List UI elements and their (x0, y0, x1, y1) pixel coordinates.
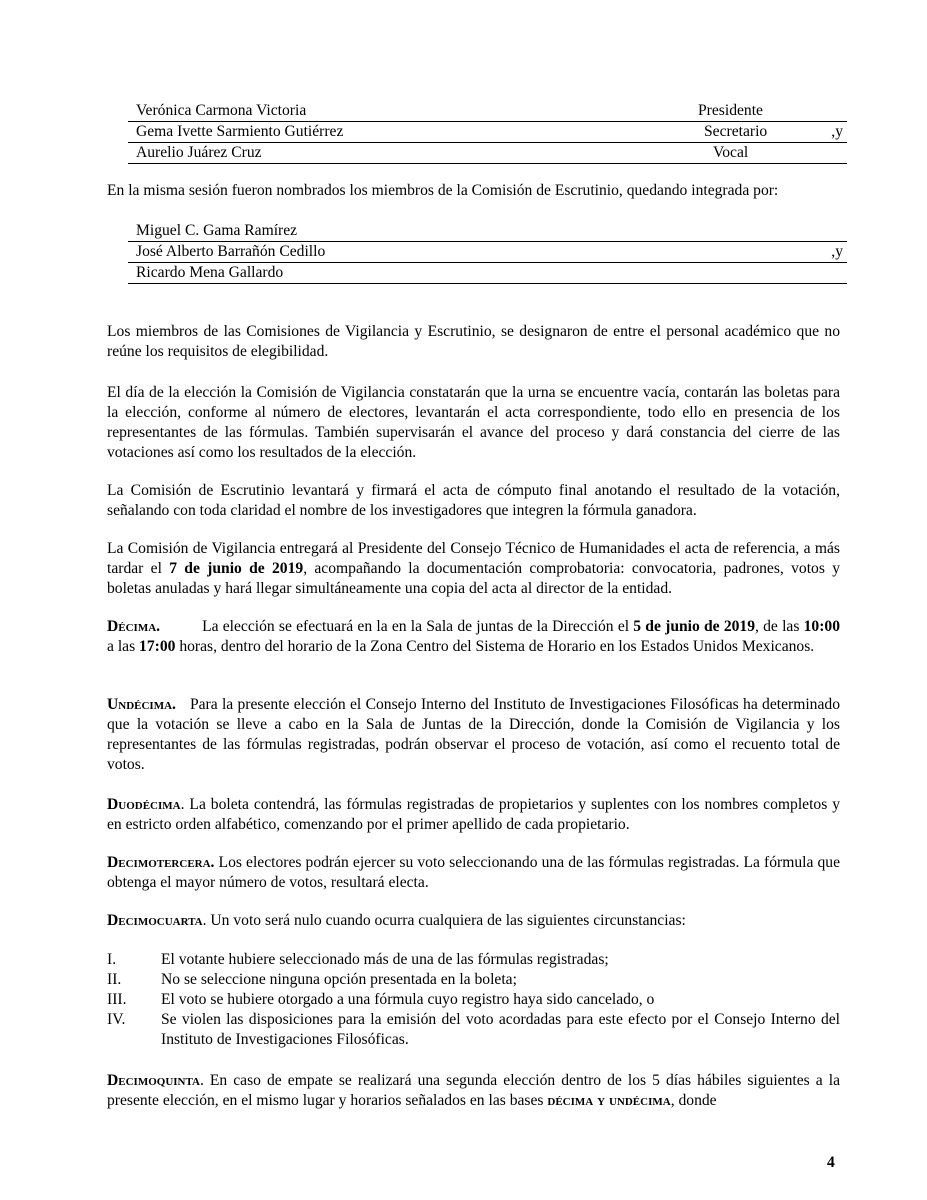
text-run: La elección se efectuará en la en la Sala de juntas de la Dirección el (202, 618, 634, 635)
member-name: Verónica Carmona Victoria (136, 102, 307, 119)
nulidad-list (107, 950, 840, 1050)
text-run: Para la presente elección el Consejo Interno del Instituto de Investigaciones Filosóficas ha determinado que la votación se lleve a cabo en la Sala de Juntas de la Dirección, donde la Comisión de Vigilancia y los representantes de las fórmulas registradas, podrán observar el proceso de votación, así como el recuento total de votos. (107, 696, 840, 773)
paragraph-designaron: Los miembros de las Comisiones de Vigilancia y Escrutinio, se designaron de entre el personal académico que no reúne los requisitos de elegibilidad. (107, 323, 840, 360)
clause-duodecima (107, 795, 840, 835)
list-item (107, 970, 840, 990)
member-name: José Alberto Barrañón Cedillo (136, 243, 326, 260)
item-text: Se violen las disposiciones para la emisión del voto acordadas para este efecto por el Consejo Interno del Instituto de Investigaciones Filosóficas. (161, 1011, 840, 1048)
item-text: El voto se hubiere otorgado a una fórmula cuyo registro haya sido cancelado, o (161, 991, 655, 1008)
text-run: La Comisión de Vigilancia entregará al Presidente del Consejo Técnico de Humanidades el acta de referencia, a más tardar el (107, 540, 840, 577)
text-run: a las (107, 638, 140, 655)
clause-decimocuarta (107, 911, 840, 931)
member-name: Gema Ivette Sarmiento Gutiérrez (136, 123, 344, 140)
deadline-date: 7 de junio de 2019 (169, 560, 304, 577)
item-text: El votante hubiere seleccionado más de una de las fórmulas registradas; (161, 951, 609, 968)
item-text: No se seleccione ninguna opción presentada en la boleta; (161, 971, 517, 988)
text-run: , donde (670, 1092, 717, 1109)
member-name: Aurelio Juárez Cruz (136, 144, 262, 161)
list-item (107, 990, 840, 1010)
item-number: III. (107, 991, 127, 1008)
text-run: , acompañando la documentación comprobatoria: convocatoria, padrones, votos y boletas anuladas y hará llegar simultáneamente una copia del acta al director de la entidad. (107, 560, 840, 597)
item-number: IV. (107, 1011, 126, 1028)
escrutinio-intro: En la misma sesión fueron nombrados los miembros de la Comisión de Escrutinio, quedando integrada por: (107, 182, 779, 199)
item-number: I. (107, 951, 117, 968)
table-row (128, 143, 847, 164)
vigilancia-table (128, 101, 847, 164)
clause-heading: Duodécima (107, 796, 181, 813)
list-item (107, 1010, 840, 1050)
paragraph-entrega (107, 539, 840, 599)
escrutinio-table (128, 221, 847, 284)
table-row (128, 122, 847, 143)
table-row (128, 101, 847, 122)
clause-heading: Decimocuarta (107, 912, 203, 929)
text-run: Los electores podrán ejercer su voto seleccionando una de las fórmulas registradas. La fórmula que obtenga el mayor número de votos, resultará electa. (107, 854, 840, 891)
text-run: . En caso de empate se realizará una segunda elección dentro de los 5 días hábiles siguientes a la presente elección, en el mismo lugar y horarios señalados en las bases (107, 1072, 840, 1109)
clause-heading: Undécima. (107, 696, 176, 713)
clause-heading: Décima. (107, 618, 161, 635)
member-name: Miguel C. Gama Ramírez (136, 222, 298, 239)
table-row (128, 221, 847, 242)
bases-reference: décima y undécima (547, 1092, 671, 1109)
clause-decimotercera (107, 853, 840, 893)
table-row (128, 242, 847, 263)
member-role: Secretario (704, 123, 768, 140)
table-row (128, 263, 847, 284)
election-date: 5 de junio de 2019 (633, 618, 756, 635)
page-number: 4 (827, 1154, 835, 1171)
start-time: 10:00 (803, 618, 840, 635)
member-role: Vocal (713, 144, 749, 161)
member-role: Presidente (698, 102, 763, 119)
paragraph-computo: La Comisión de Escrutinio levantará y firmará el acta de cómputo final anotando el resultado de la votación, señalando con toda claridad el nombre de los investigadores que integren la fórmula ganadora. (107, 482, 840, 519)
text-run: horas, dentro del horario de la Zona Centro del Sistema de Horario en los Estados Unidos Mexicanos. (175, 638, 815, 655)
clause-heading: Decimoquinta (107, 1072, 200, 1089)
end-time: 17:00 (139, 638, 176, 655)
item-number: II. (107, 971, 122, 988)
text-run: , de las (755, 618, 804, 635)
text-run: . La boleta contendrá, las fórmulas registradas de propietarios y suplentes con los nombres completos y en estricto orden alfabético, comenzando por el primer apellido de cada propietario. (107, 796, 840, 833)
member-name: Ricardo Mena Gallardo (136, 264, 284, 281)
clause-decimoquinta (107, 1071, 840, 1111)
text-run: . Un voto será nulo cuando ocurra cualquiera de las siguientes circunstancias: (202, 912, 686, 929)
paragraph-dia-eleccion: El día de la elección la Comisión de Vigilancia constatarán que la urna se encuentre vacía, contarán las boletas para la elección, conforme al número de electores, levantarán el acta correspondiente, todo ello en presencia de los representantes de las fórmulas. También supervisarán el avance del proceso y dará constancia del cierre de las votaciones así como los resultados de la elección. (107, 384, 840, 461)
list-item (107, 950, 840, 970)
clause-decima (107, 617, 840, 657)
clause-undecima (107, 695, 840, 775)
row-suffix: ,y (831, 243, 843, 260)
clause-heading: Decimotercera. (107, 854, 215, 871)
row-suffix: ,y (831, 123, 843, 140)
